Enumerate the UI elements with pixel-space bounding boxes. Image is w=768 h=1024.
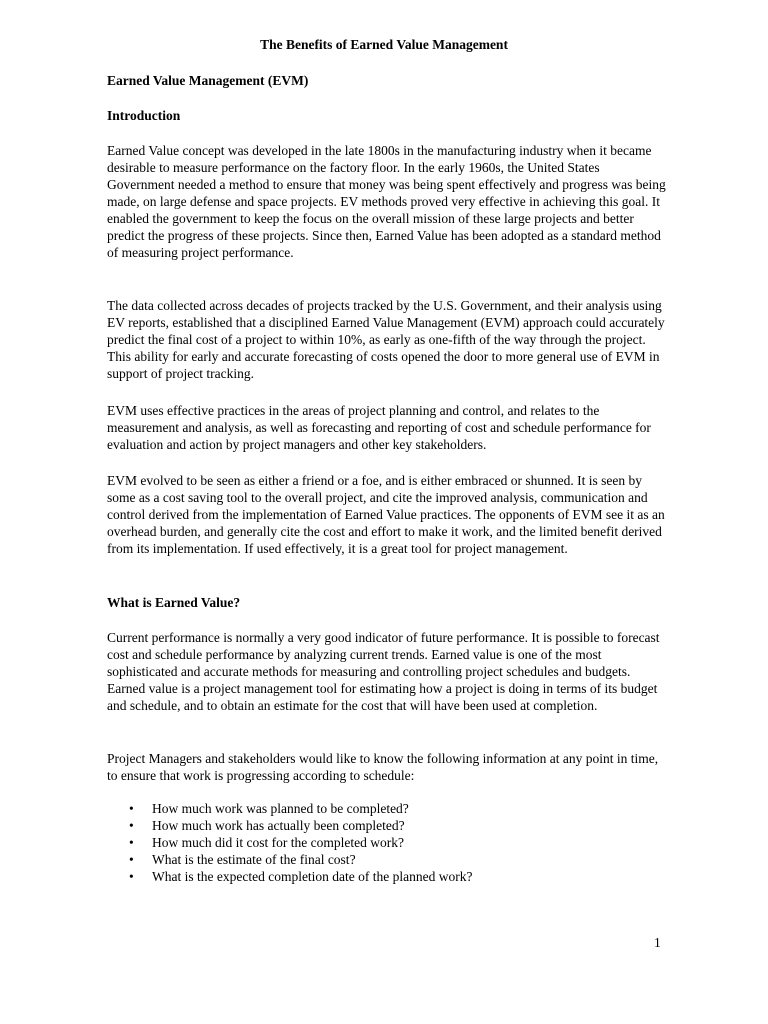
list-item: • What is the expected completion date of the planned work? — [107, 868, 473, 885]
question-list — [107, 800, 473, 885]
list-item: • How much work has actually been completed? — [107, 817, 473, 834]
list-item: • How much did it cost for the completed work? — [107, 834, 473, 851]
paragraph-friend-or-foe: EVM evolved to be seen as either a friend or a foe, and is either embraced or shunned. It is seen by some as a cost saving tool to the overall project, and cite the improved analysis, communication and control derived from the implementation of Earned Value practices. The opponents of EVM see it as an overhead burden, and generally cite the cost and effort to make it work, and the limited benefit derived from its implementation. If used effectively, it is a great tool for project management. — [107, 473, 665, 556]
paragraph-current-performance: Current performance is normally a very good indicator of future performance. It is possible to forecast cost and schedule performance by analyzing current trends. Earned value is one of the most sophisticated and accurate methods for measuring and controlling project schedules and budgets. Earned value is a project management tool for estimating how a project is doing in terms of its budget and schedule, and to obtain an estimate for the cost that will have been used at completion. — [107, 630, 660, 713]
paragraph-history: Earned Value concept was developed in the late 1800s in the manufacturing industry when it became desirable to measure performance on the factory floor. In the early 1960s, the United States Government needed a method to ensure that money was being spent effectively and progress was being made, on large defense and space projects. EV methods proved very effective in achieving this goal. It enabled the government to keep the focus on the overall mission of these large projects and better predict the progress of these projects. Since then, Earned Value has been adopted as a standard method of measuring project performance. — [107, 143, 666, 260]
list-item: • What is the estimate of the final cost? — [107, 851, 473, 868]
paragraph-project-managers: Project Managers and stakeholders would like to know the following information at any point in time, to ensure that work is progressing according to schedule: — [107, 751, 659, 783]
list-item: • How much work was planned to be completed? — [107, 800, 473, 817]
document-title: The Benefits of Earned Value Management — [260, 37, 508, 52]
paragraph-evm-practices: EVM uses effective practices in the areas of project planning and control, and relates to the measurement and analysis, as well as forecasting and reporting of cost and schedule performance for evaluation and action by project managers and other key stakeholders. — [107, 403, 651, 452]
heading-introduction: Introduction — [107, 108, 181, 123]
heading-evm: Earned Value Management (EVM) — [107, 73, 309, 88]
paragraph-data-collected: The data collected across decades of projects tracked by the U.S. Government, and their analysis using EV reports, established that a disciplined Earned Value Management (EVM) approach could accurately predict the final cost of a project to within 10%, as early as one-fifth of the way through the project. This ability for early and accurate forecasting of costs opened the door to more general use of EVM in support of project tracking. — [107, 298, 665, 381]
heading-what-is-earned-value: What is Earned Value? — [107, 595, 241, 610]
page-number: 1 — [654, 935, 661, 950]
